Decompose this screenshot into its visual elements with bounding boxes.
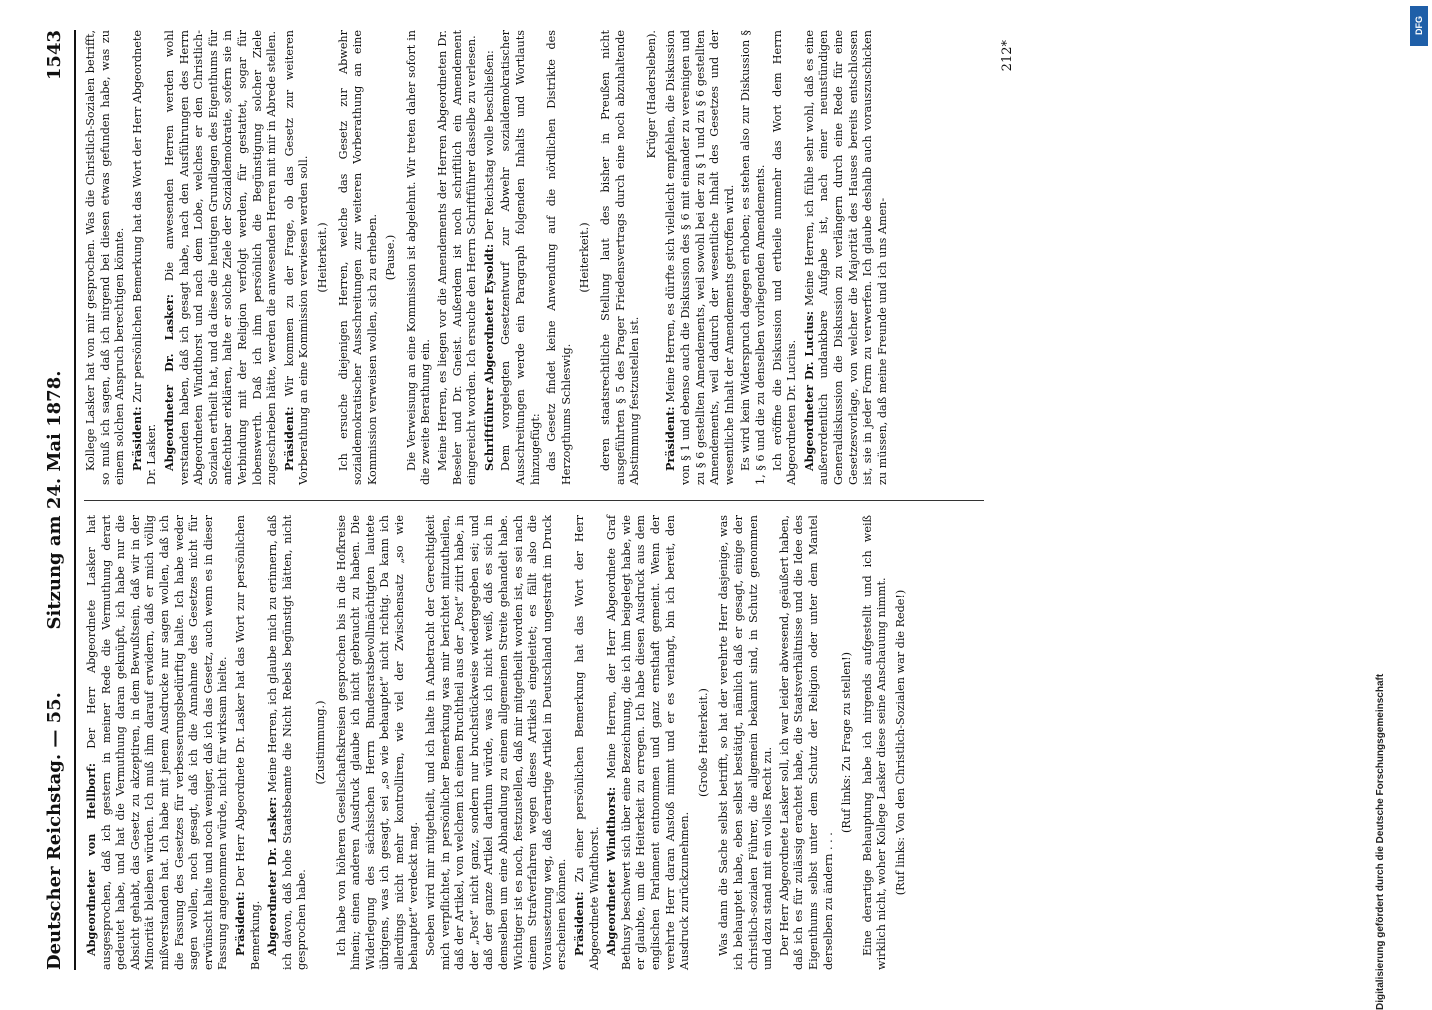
paragraph-text: Meine Herren, ich fühle sehr wohl, daß es eine außerordentlich undankbare Aufgabe ist, nach einer neunstündigen Generaldiskussion die Diskussion zu verlängern durch eine Rede für eine Gesetzesvorlage, von welcher die Majorität des Hauses bereits entschlossen ist, sie in jeder Form zu verwerfen. Ich glaube deshalb auch vorauszuschicken zu müssen, daß meine Freunde und ich uns Amen- — [802, 30, 889, 485]
paragraph — [802, 30, 891, 485]
paragraph — [265, 515, 310, 970]
header-rule — [74, 30, 76, 970]
paragraph-text: Die anwesenden Herren werden wohl verstanden haben, daß ich gesagt habe, nach den Ausführungen des Herrn Abgeordneten Windthorst und nach dem Lobe, welches er den Christlich-Sozialen ertheilt hat, und da diese die heutigen Grundlagen des Eigenthums für anfechtbar erklären, halte er solche Ziele der Sozialdemokratie, sofern sie in Verbindung mit der Religion verfolgt werden, für gestattet, sogar für lobenswerth. Daß ich ihm persönlich die Begünstigung solcher Ziele zugeschrieben hätte, werden die anwesenden Herren mit mir in Abrede stellen. — [162, 29, 279, 485]
stage-direction: (Heiterkeit.) — [578, 222, 592, 293]
stage-direction: (Ruf links: Zu Frage zu stellen!) — [840, 652, 854, 833]
speaker-name: Abgeordneter von Hellborf: — [84, 748, 98, 956]
paragraph-text: Kollege Lasker hat von mir gesprochen. Was die Christlich-Sozialen betrifft, so muß ich sagen, daß ich nirgend bei diesen etwas gefunden habe, was zu einem solchen Anspruch berechtigen könnte. — [84, 30, 127, 485]
paragraph-text: Meine Herren, es liegen vor die Amendements der Herren Abgeordneten Dr. Beseler und Dr. Gneist. Außerdem ist noch schriftlich ein Amendement eingereicht worden. Ich ersuche den Herrn Schriftführer dasselbe zu verlesen. — [436, 30, 479, 485]
speaker-name: Präsident: — [129, 402, 144, 471]
paragraph-text: Dem vorgelegten Gesetzentwurf zur Abwehr sozialdemokratischer Ausschreitungen werde ein Paragraph folgenden Inhalts und Wortlauts hinzugefügt: — [499, 30, 542, 485]
page-header — [40, 30, 76, 970]
stage-direction: (Große Heiterkeit.) — [696, 688, 710, 797]
paragraph — [778, 515, 836, 970]
paragraph — [162, 30, 280, 485]
header-left: Deutscher Reichstag. — 55. — [44, 692, 65, 970]
paragraph-text: Der Herr Abgeordnete Lasker hat ausgesprochen, daß ich gestern in meiner Rede die Vermuthung derart gedeutet habe, und hat die Vermuthung daran geknüpft, ich habe nur die Absicht gehabt, das Gesetz zu akzeptiren, in dem Bewußtsein, daß wir in der Minorität bleiben würden. Ich muß ihm darauf erwidern, daß er mich völlig mißverstanden hat. Ich habe mit jenem Ausdrucke nur sagen wollen, daß ich die Fassung des Gesetzes für verbesserungsbedürftig halte. Ich habe weder sagen wollen, noch gesagt, daß ich die Annahme des Gesetzes nicht für erwünscht halte und noch weniger, daß ich das Gesetz, auch wenn es in dieser Fassung angenommen würde, nicht für wirksam hielte. — [85, 514, 230, 970]
speaker-name: Abgeordneter Windthorst: — [604, 778, 619, 956]
paragraph-text: Eine derartige Behauptung habe ich nirgends aufgestellt und ich weiß wirklich nicht, woher Kollege Lasker diese seine Anschauung nimmt. — [860, 515, 889, 970]
stage-direction: (Ruf links: Von den Christlich-Sozialen war die Rede!) — [893, 589, 907, 896]
paragraph-text: Ich habe von höheren Gesellschaftskreisen gesprochen bis in die Hofkreise hinein; einen anderen Ausdruck glaube ich nicht gebraucht zu haben. Die Widerlegung des sächsischen Herrn Bundesratsbevollmächtigten lautete übrigens, was ich gesagt, sei „so wie behauptet“ nicht richtig. Da kann ich allerdings nicht mehr kontrolliren, wie viel der Zwischensatz „so wie behauptet“ verdeckt mag. — [334, 515, 421, 970]
paragraph — [424, 515, 570, 970]
paragraph-text: Meine Herren, der Herr Abgeordnete Graf Bethusy beschwert sich über eine Bezeichnung, die ich ihm beigelegt habe, wie er glaubte, um die Heiterkeit zu erregen. Ich habe diesen Ausdruck aus dem englischen Parlament entnommen und ganz ernsthaft gemeint. Wenn der verehrte Herr daran Anstoß nimmt und er es verlangt, bin ich bereit, den Ausdruck zurückzunehmen. — [605, 514, 692, 970]
paragraph — [663, 30, 737, 485]
paragraph — [545, 30, 574, 485]
speaker-name: Präsident: — [232, 886, 247, 956]
paragraph — [739, 30, 768, 485]
paragraph-text: Was dann die Sache selbst betrifft, so hat der verehrte Herr dasjenige, was ich behauptet habe, eben selbst bestätigt, nämlich daß er gesagt, einige der christlich-sozialen Führer, die allgemein bekannt sind, in Schutz genommen und dazu stand mit ein volles Recht zu. — [717, 515, 775, 970]
paragraph — [282, 30, 312, 485]
paragraph — [436, 30, 480, 485]
speaker-name: Schriftführer Abgeordneter Eysoldt: — [481, 239, 496, 471]
speaker-name: Präsident: — [281, 396, 296, 471]
side-mark-text: Digitalisierung gefördert durch die Deutsche Forschungsgemeinschaft — [1375, 673, 1386, 1010]
paragraph — [572, 515, 602, 970]
paragraph-text: Soeben wird mir mitgetheilt, und ich halte in Anbetracht der Gerechtigkeit mich verpflichtet, in persönlicher Bemerkung was mir berichtet mitzutheilen, daß der Artikel, von welchem ich einen Bruchtheil aus der „Post“ zitirt habe, in der „Post“ nicht ganz, sondern nur bruchstückweise wiedergegeben sei; und daß der ganze Artikel darthun würde, was ich nicht weiß, daß es sich in demselben um eine Abhandlung zu einem allgemeinen Streite gehandelt habe. Wichtiger ist es noch, festzustellen, daß mir mitgetheilt worden ist, es sei nach einem Strafverfahren wegen dieses Artikels eingeleitet; es fällt also die Voraussetzung weg, daß derartige Artikel in Deutschland ungestraft im Druck erscheinen können. — [424, 515, 569, 970]
paragraph-text: Die Verweisung an eine Kommission ist abgelehnt. Wir treten daher sofort in die zweite Berathung ein. — [404, 30, 433, 485]
paragraph — [130, 30, 160, 485]
speaker-name: Präsident: — [663, 402, 678, 471]
paragraph-text: Es wird kein Widerspruch dagegen erhoben; es stehen also zur Diskussion § 1, § 6 und die zu denselben vorliegenden Amendements. — [739, 30, 767, 485]
paragraph-text: Ich eröffne die Diskussion und ertheile nunmehr das Wort dem Herrn Abgeordneten Dr. Lucius. — [770, 30, 799, 485]
paragraph — [84, 515, 231, 970]
paragraph — [84, 30, 128, 485]
side-mark — [1375, 150, 1415, 1010]
paragraph — [861, 515, 890, 970]
right-column — [84, 30, 892, 485]
paragraph-text: das Gesetz findet keine Anwendung auf die nördlichen Distrikte des Herzogthums Schleswig. — [545, 30, 573, 485]
paragraph — [405, 30, 434, 485]
paragraph — [335, 515, 423, 970]
dfg-logo: DFG — [1410, 6, 1428, 46]
paragraph-text: Meine Herren, es dürfte sich vielleicht empfehlen, die Diskussion von § 1 und ebenso auch die Diskussion des § 6 mit einander zu vereinigen und zu § 6 gestellten Amendements, weil sowohl bei der zu § 1 und zu § 6 gestellten Amendements, weil dadurch der wesentliche Inhalt des Gesetzes und der wesentliche Inhalt der Amendements getroffen wird. — [664, 30, 736, 485]
paragraph-text: deren staatsrechtliche Stellung laut des bisher in Preußen nicht ausgeführten § 5 des Prager Friedensvertrags durch eine noch abzuhaltende Abstimmung festzustellen ist. — [599, 30, 642, 485]
paragraph-text: Ich ersuche diejenigen Herren, welche das Gesetz zur Abwehr sozialdemokratischer Ausschreitungen zur weiteren Vorberathung an eine Kommission verweisen wollen, sich zu erheben. — [336, 30, 379, 485]
header-center: Sitzung am 24. Mai 1878. — [44, 370, 65, 630]
document-page — [40, 30, 1360, 970]
paragraph — [337, 30, 381, 485]
left-column — [84, 515, 914, 970]
paragraph-text: Der Herr Abgeordnete Lasker soll, ich war leider abwesend, geäußert haben, daß ich es für zulässig erachtet habe, die Staatsverhältnisse und die Idee des Eigenthums selbst unter dem Schutz der Religion oder unter dem Mantel derselben zu ändern . . . — [777, 515, 835, 970]
paragraph — [771, 30, 800, 485]
paragraph — [599, 30, 643, 485]
stage-direction: (Zustimmung.) — [313, 700, 327, 785]
column-divider — [84, 500, 984, 501]
paragraph-text: Meine Herren, ich glaube mich zu erinnern, daß ich davon, daß hohe Staatsbeamte die Nicht Rebels begünstigt hätten, nicht gesprochen habe. — [266, 515, 309, 970]
page-number: 1543 — [44, 30, 65, 81]
speaker-name: Abgeordneter Dr. Lasker: — [265, 792, 280, 956]
speaker-name: Präsident: — [572, 882, 586, 956]
paragraph-text: Zur persönlichen Bemerkung hat das Wort der Herr Abgeordnete Dr. Lasker. — [130, 30, 159, 485]
stage-direction: (Pause.) — [384, 234, 398, 281]
paragraph-text: Zu einer persönlichen Bemerkung hat das Wort der Herr Abgeordnete Windthorst. — [573, 515, 601, 970]
paragraph — [717, 515, 775, 970]
paragraph-text: Der Herr Abgeordnete Dr. Lasker hat das Wort zur persönlichen Bemerkung. — [233, 515, 262, 970]
paragraph-text: Der Reichstag wolle beschließen: — [482, 50, 496, 240]
speaker-name: Abgeordneter Dr. Lasker: — [161, 281, 176, 471]
signature: Krüger (Hadersleben). — [644, 30, 658, 159]
speaker-name: Abgeordneter Dr. Lucius: — [801, 305, 816, 471]
paragraph — [482, 30, 498, 485]
footer-number: 212* — [1000, 40, 1015, 72]
stage-direction: (Heiterkeit.) — [315, 222, 329, 293]
paragraph — [499, 30, 543, 485]
paragraph-text: Wir kommen zu der Frage, ob das Gesetz zur weiteren Vorberathung an eine Kommission verwiesen werden soll. — [282, 30, 311, 485]
paragraph — [233, 515, 263, 970]
paragraph — [604, 515, 693, 970]
